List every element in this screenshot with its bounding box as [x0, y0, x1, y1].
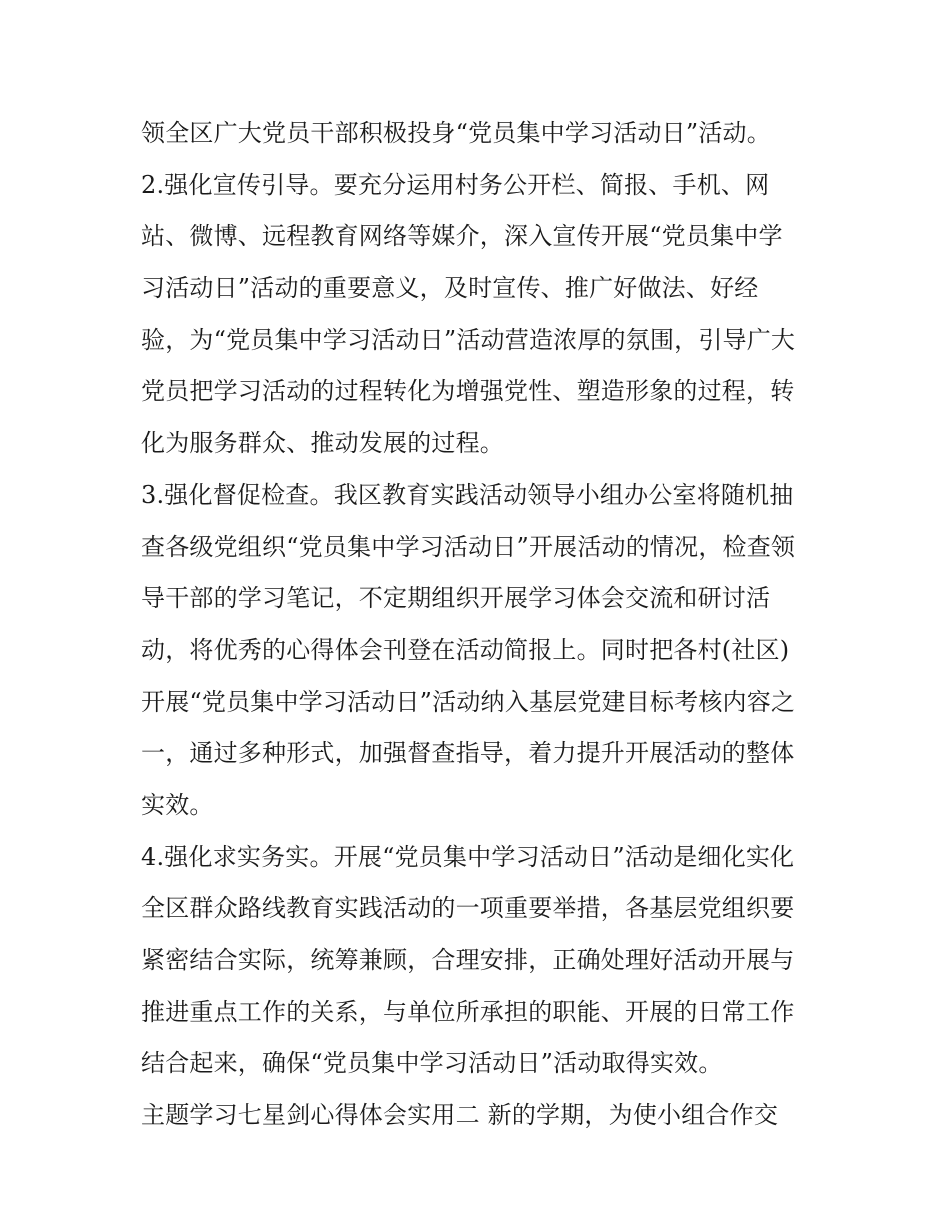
text-line: 开展“党员集中学习活动日”活动纳入基层党建目标考核内容之 [141, 687, 796, 716]
text-line: 实效。 [141, 790, 214, 819]
text-line: 推进重点工作的关系，与单位所承担的职能、开展的日常工作 [141, 997, 795, 1026]
body-text [141, 108, 821, 1142]
text-line: 2.强化宣传引导。要充分运用村务公开栏、简报、手机、网 [141, 170, 770, 199]
text-line: 验，为“党员集中学习活动日”活动营造浓厚的氛围，引导广大 [141, 325, 796, 354]
text-line: 查各级党组织“党员集中学习活动日”开展活动的情况，检查领 [141, 532, 796, 561]
text-line: 4.强化求实务实。开展“党员集中学习活动日”活动是细化实化 [141, 842, 795, 871]
text-line: 动，将优秀的心得体会刊登在活动简报上。同时把各村(社区) [141, 635, 790, 664]
text-line: 一，通过多种形式，加强督查指导，着力提升开展活动的整体 [141, 739, 795, 768]
text-line: 3.强化督促检查。我区教育实践活动领导小组办公室将随机抽 [141, 480, 794, 509]
text-line: 结合起来，确保“党员集中学习活动日”活动取得实效。 [141, 1049, 723, 1078]
text-line: 党员把学习活动的过程转化为增强党性、塑造形象的过程，转 [141, 377, 795, 406]
text-line: 主题学习七星剑心得体会实用二 新的学期，为使小组合作交 [141, 1101, 779, 1130]
text-line: 导干部的学习笔记，不定期组织开展学习体会交流和研讨活 [141, 584, 771, 613]
text-line: 领全区广大党员干部积极投身“党员集中学习活动日”活动。 [141, 119, 771, 147]
text-line: 化为服务群众、推动发展的过程。 [141, 429, 504, 458]
text-line: 紧密结合实际，统筹兼顾，合理安排，正确处理好活动开展与 [141, 946, 795, 974]
text-line: 习活动日”活动的重要意义，及时宣传、推广好做法、好经 [141, 274, 759, 303]
text-line: 站、微博、远程教育网络等媒介，深入宣传开展“党员集中学 [141, 222, 783, 251]
text-line: 全区群众路线教育实践活动的一项重要举措，各基层党组织要 [141, 894, 795, 923]
